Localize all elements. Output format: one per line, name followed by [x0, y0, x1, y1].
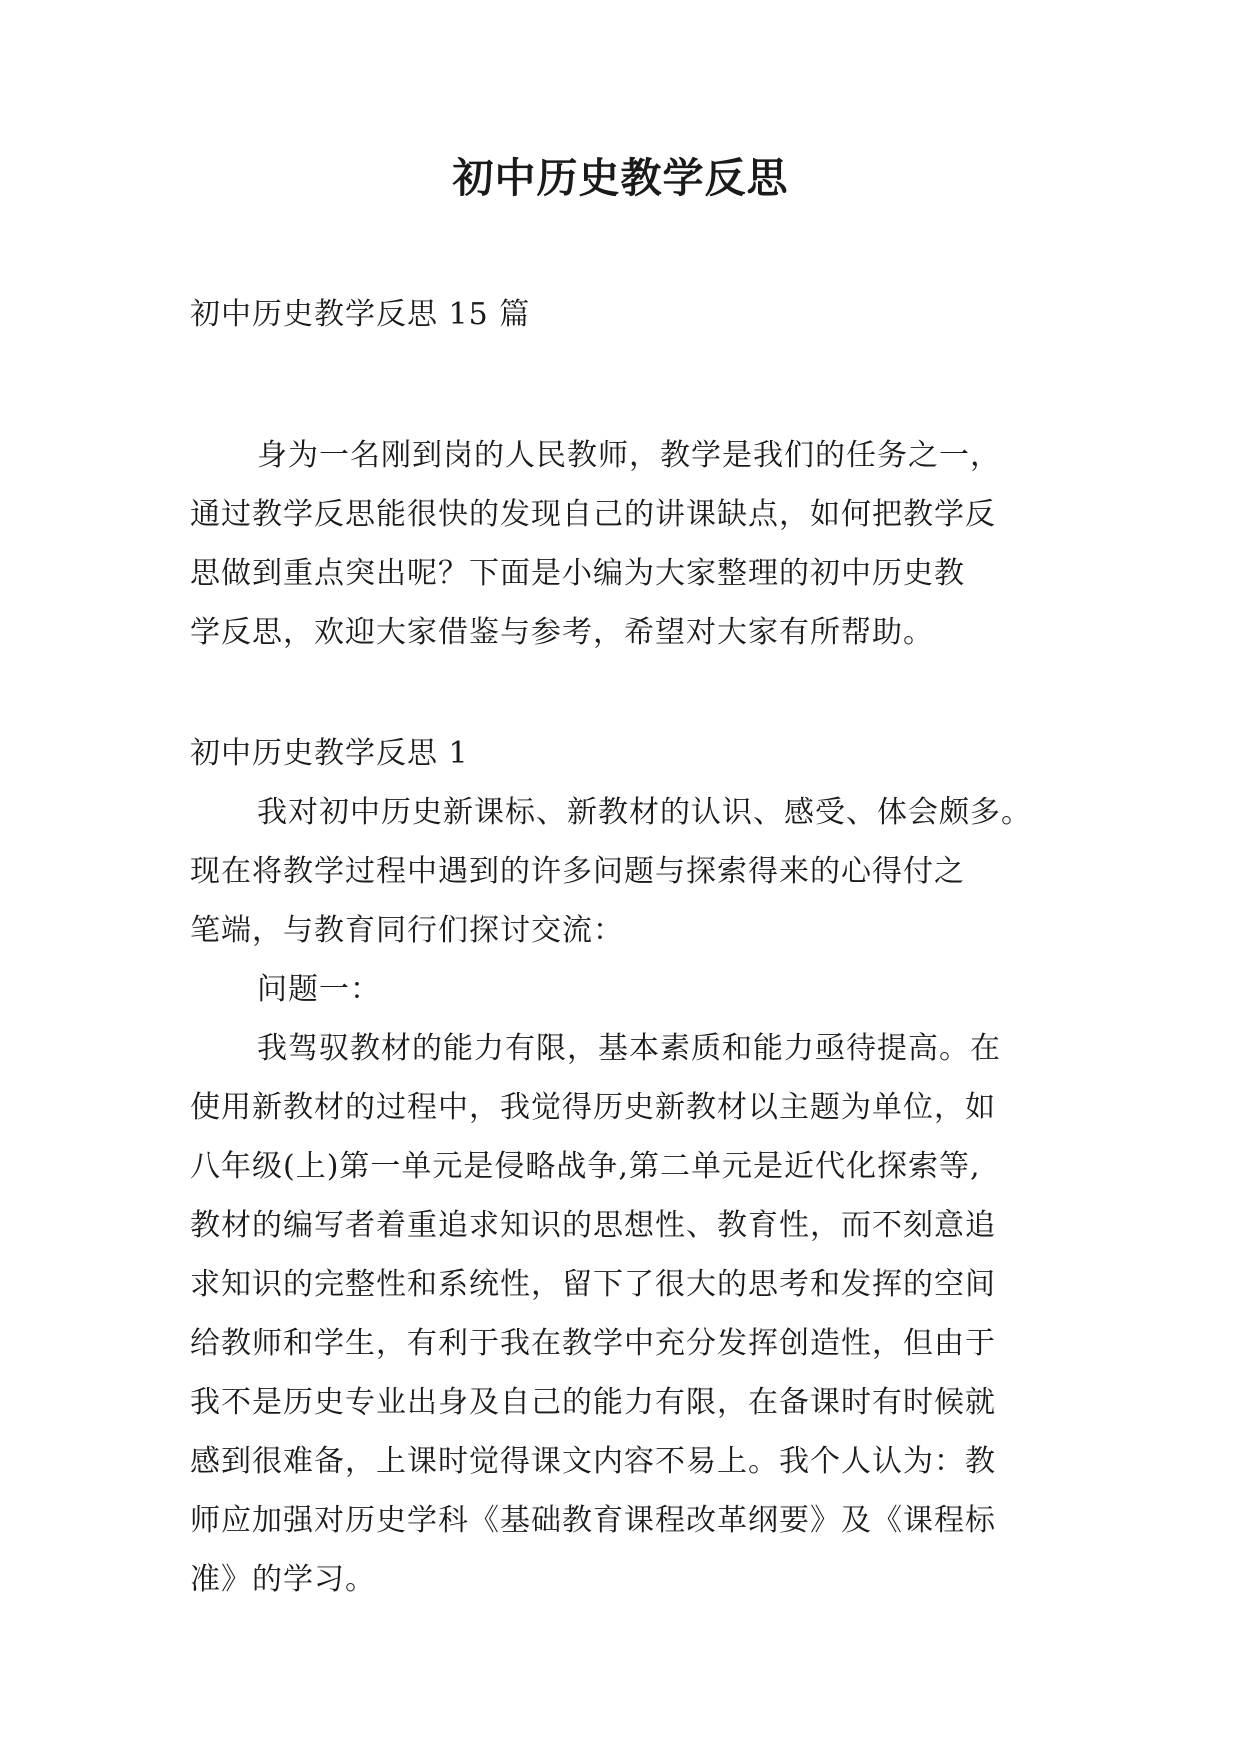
text-line: 我对初中历史新课标、新教材的认识、感受、体会颇多。: [257, 795, 1032, 830]
intro-paragraph: [190, 426, 1060, 662]
text-line: 思做到重点突出呢？下面是小编为大家整理的初中历史教: [190, 556, 965, 591]
text-line: 使用新教材的过程中，我觉得历史新教材以主题为单位，如: [190, 1090, 996, 1125]
text-line: 教材的编写者着重追求知识的思想性、教育性，而不刻意追: [190, 1208, 996, 1243]
text-line: 现在将教学过程中遇到的许多问题与探索得来的心得付之: [190, 854, 965, 889]
section-heading: 初中历史教学反思 1: [190, 736, 469, 771]
text-line: 准》的学习。: [190, 1562, 376, 1597]
text-line: 我不是历史专业出身及自己的能力有限，在备课时有时候就: [190, 1385, 996, 1420]
text-line: 我驾驭教材的能力有限，基本素质和能力亟待提高。在: [257, 1031, 1001, 1066]
text-line: 笔端，与教育同行们探讨交流：: [190, 913, 624, 948]
question-label: 问题一：: [257, 972, 381, 1007]
text-line: 师应加强对历史学科《基础教育课程改革纲要》及《课程标: [190, 1503, 996, 1538]
text-line: 通过教学反思能很快的发现自己的讲课缺点，如何把教学反: [190, 497, 996, 532]
text-line: 给教师和学生，有利于我在教学中充分发挥创造性，但由于: [190, 1326, 996, 1361]
spacer: [190, 662, 1060, 724]
section-paragraph: [190, 783, 1060, 960]
document-body: [190, 285, 1060, 1609]
text-line: 学反思，欢迎大家借鉴与参考，希望对大家有所帮助。: [190, 615, 934, 650]
spacer: [190, 344, 1060, 426]
document-title: 初中历史教学反思: [452, 154, 789, 202]
text-line: 感到很难备，上课时觉得课文内容不易上。我个人认为：教: [190, 1444, 996, 1479]
text-line: 求知识的完整性和系统性，留下了很大的思考和发挥的空间: [190, 1267, 996, 1302]
section-paragraph: [190, 1019, 1060, 1609]
document-subtitle: 初中历史教学反思 15 篇: [190, 297, 531, 332]
text-line: 身为一名刚到岗的人民教师，教学是我们的任务之一，: [257, 438, 1001, 473]
text-line: 八年级(上)第一单元是侵略战争,第二单元是近代化探索等,: [190, 1149, 981, 1184]
